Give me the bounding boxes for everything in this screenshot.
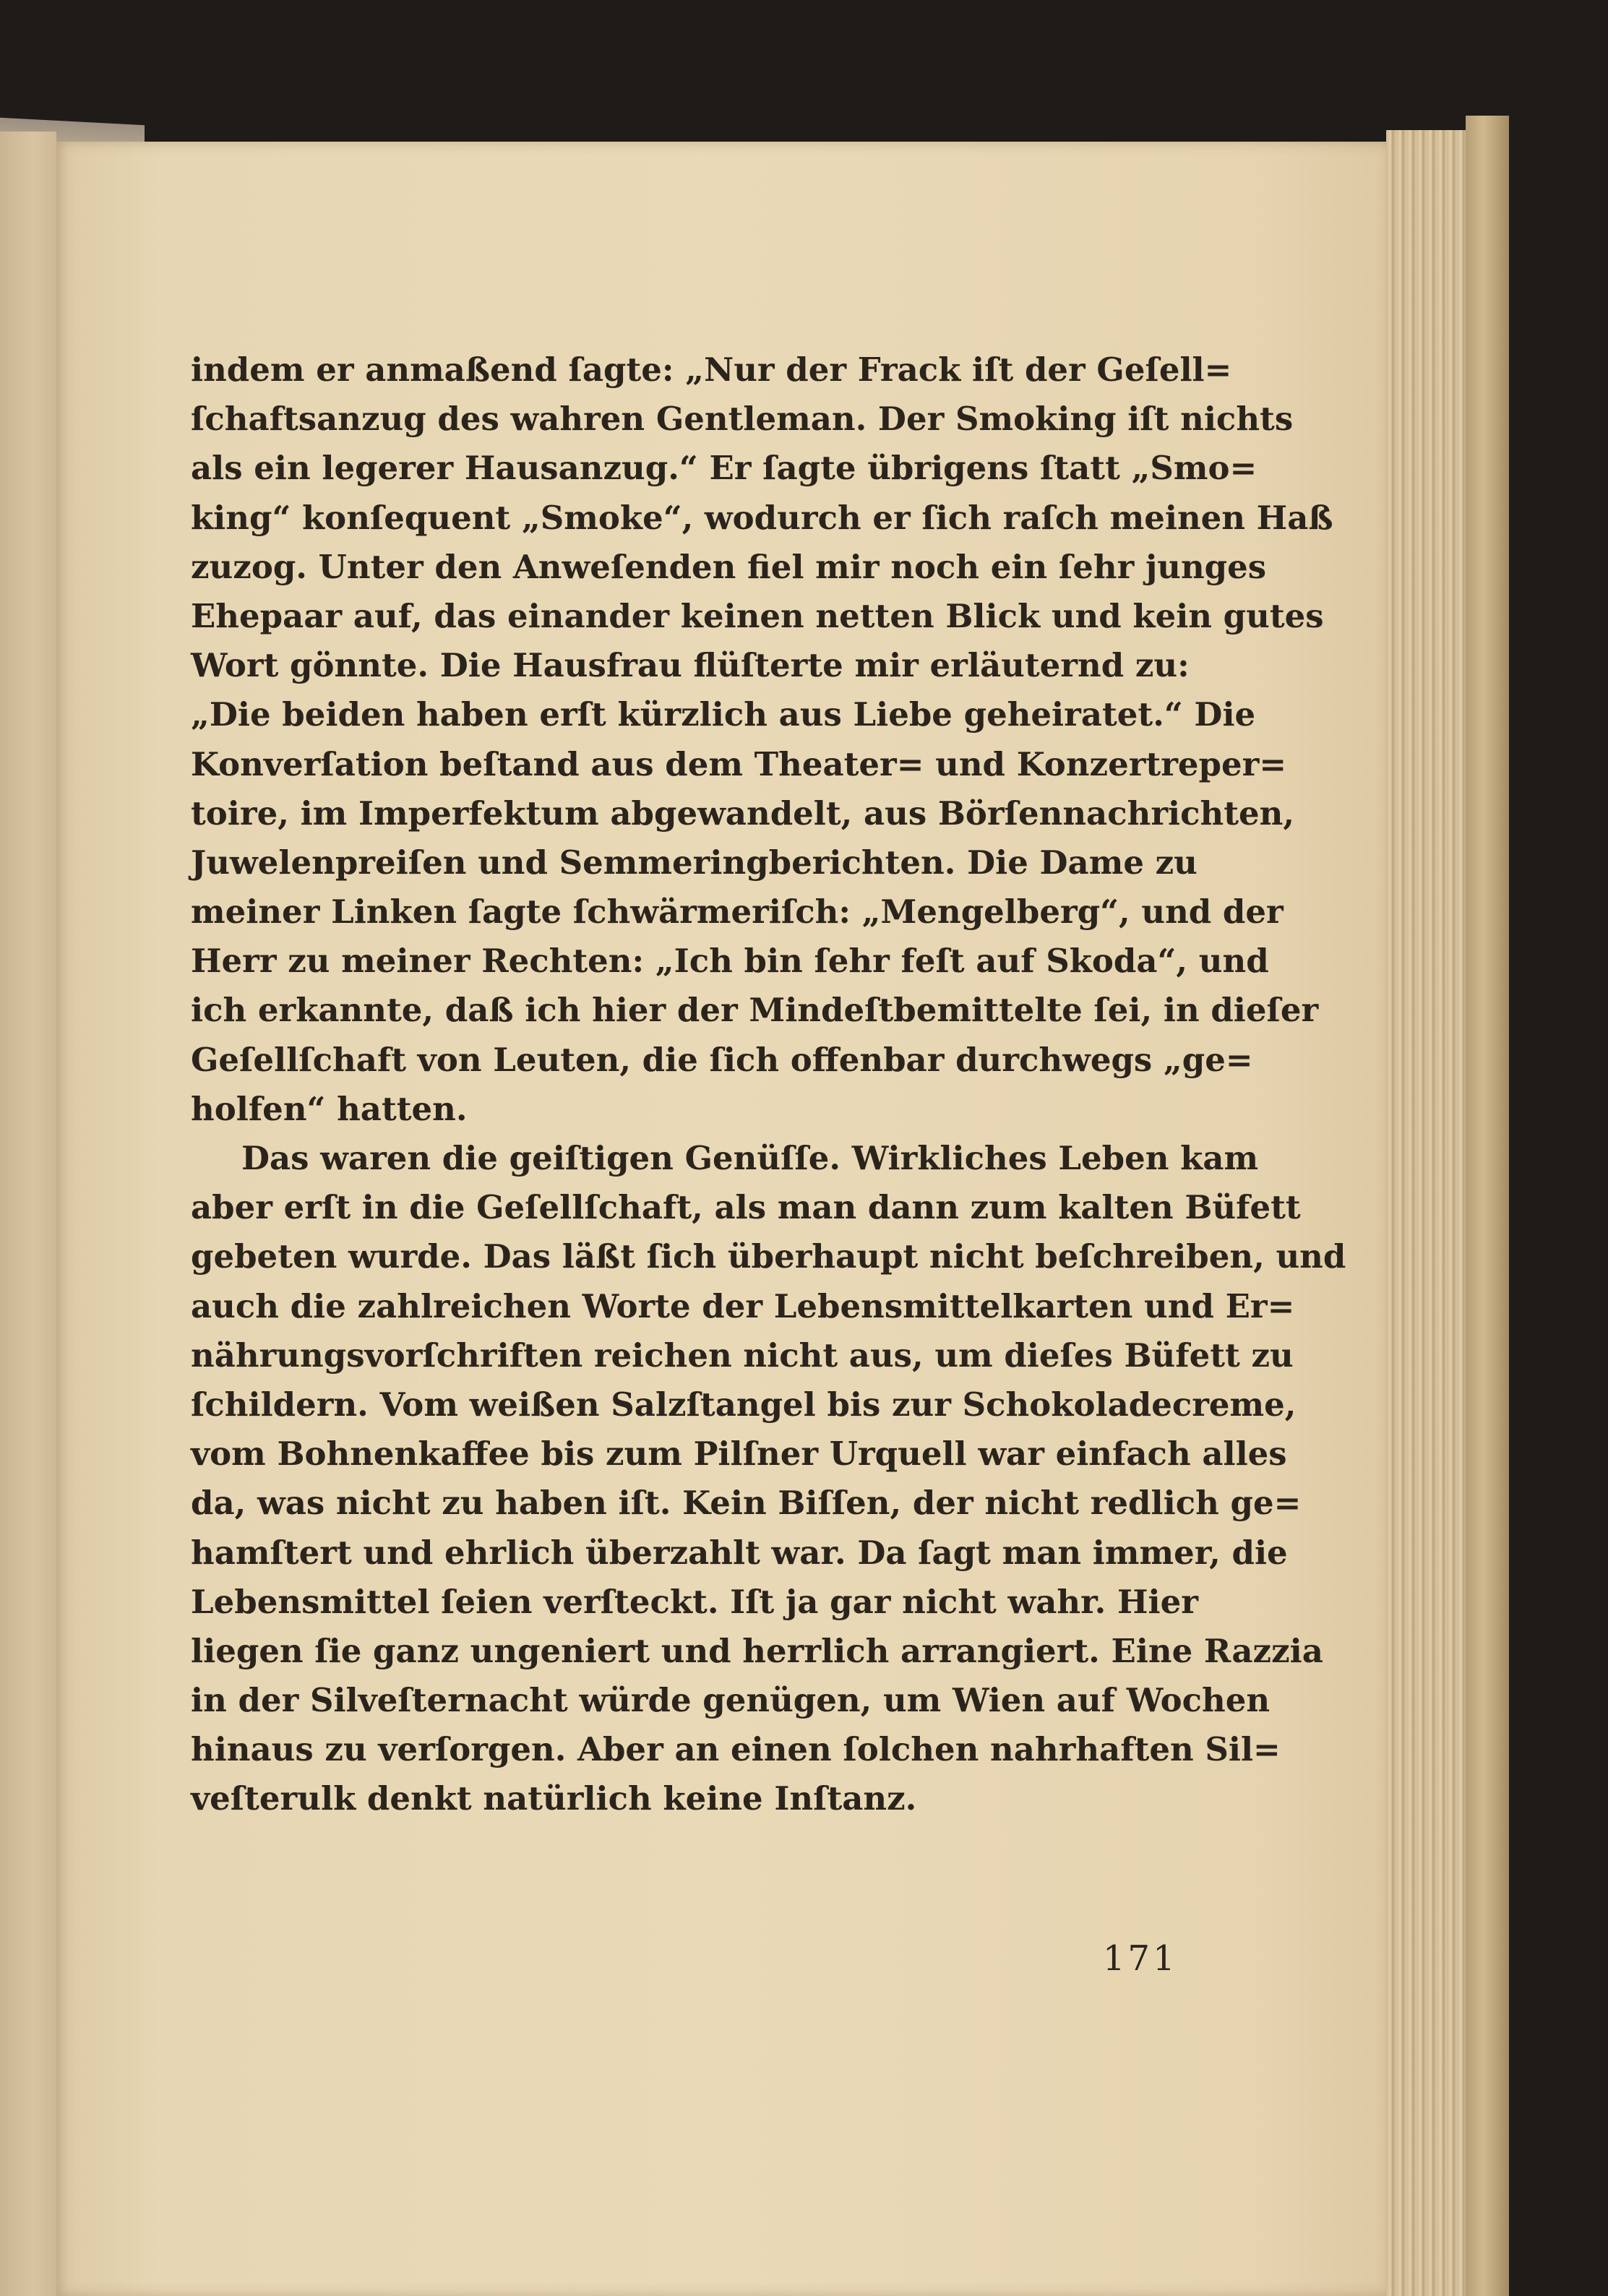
text-line: Geſellſchaft von Leuten, die ſich offenbar durchwegs „ge= — [191, 1040, 1253, 1079]
text-line: indem er anmaßend ſagte: „Nur der Frack iſt der Geſell= — [191, 351, 1232, 389]
paragraph-end-line: veſterulk denkt natürlich keine Inſtanz. — [191, 1779, 917, 1818]
text-line: meiner Linken ſagte ſchwärmeriſch: „Mengelberg“, und der — [191, 893, 1284, 932]
text-line: da, was nicht zu haben iſt. Kein Biſſen, der nicht redlich ge= — [191, 1484, 1302, 1523]
text-line: Juwelenpreiſen und Semmeringberichten. Die Dame zu — [191, 843, 1198, 882]
text-line: „Die beiden haben erſt kürzlich aus Liebe geheiratet.“ Die — [191, 695, 1256, 734]
page-number: 171 — [1103, 1938, 1178, 1979]
paragraph-end-line: holfen“ hatten. — [191, 1089, 468, 1128]
text-line: aber erſt in die Geſellſchaft, als man dann zum kalten Büfett — [191, 1188, 1301, 1227]
text-line: ich erkannte, daß ich hier der Mindeſtbemittelte ſei, in dieſer — [191, 991, 1319, 1030]
text-line: auch die zahlreichen Worte der Lebensmittelkarten und Er= — [191, 1286, 1295, 1325]
text-line: hamſtert und ehrlich überzahlt war. Da ſagt man immer, die — [191, 1533, 1288, 1572]
text-line: toire, im Imperfektum abgewandelt, aus Börſennachrichten, — [191, 794, 1295, 833]
paragraph-start-line: Das waren die geiſtigen Genüſſe. Wirkliches Leben kam — [241, 1139, 1259, 1177]
text-line: ſchaftsanzug des wahren Gentleman. Der Smoking iſt nichts — [191, 400, 1294, 439]
text-line: ſchildern. Vom weißen Salzſtangel bis zur Schokoladecreme, — [191, 1385, 1297, 1424]
text-line: als ein legerer Hausanzug.“ Er ſagte übrigens ſtatt „Smo= — [191, 449, 1257, 488]
text-line: gebeten wurde. Das läßt ſich überhaupt nicht beſchreiben, und — [191, 1237, 1346, 1276]
text-line: liegen ſie ganz ungeniert und herrlich arrangiert. Eine Razzia — [191, 1631, 1323, 1670]
text-line: Ehepaar auf, das einander keinen netten Blick und kein gutes — [191, 596, 1324, 635]
text-line: Wort gönnte. Die Hausfrau flüſterte mir erläuternd zu: — [191, 646, 1190, 685]
text-line: in der Silveſternacht würde genügen, um Wien auf Wochen — [191, 1681, 1271, 1720]
book-cover-edge — [1466, 116, 1509, 2296]
left-facing-page — [0, 132, 56, 2296]
text-line: zuzog. Unter den Anweſenden fiel mir noch ein ſehr junges — [191, 547, 1267, 586]
text-line: vom Bohnenkaffee bis zum Pilſner Urquell war einfach alles — [191, 1435, 1287, 1474]
text-line: king“ konſequent „Smoke“, wodurch er ſich raſch meinen Haß — [191, 498, 1333, 537]
text-line: hinaus zu verſorgen. Aber an einen ſolchen nahrhaften Sil= — [191, 1730, 1281, 1769]
text-line: Lebensmittel ſeien verſteckt. Iſt ja gar nicht wahr. Hier — [191, 1582, 1198, 1621]
body-text — [191, 345, 1346, 1824]
text-line: Konverſation beſtand aus dem Theater= und Konzertreper= — [191, 744, 1287, 783]
page-edges — [1386, 130, 1466, 2296]
text-line: nährungsvorſchriften reichen nicht aus, um dieſes Büfett zu — [191, 1336, 1294, 1375]
text-line: Herr zu meiner Rechten: „Ich bin ſehr feſt auf Skoda“, und — [191, 942, 1269, 981]
